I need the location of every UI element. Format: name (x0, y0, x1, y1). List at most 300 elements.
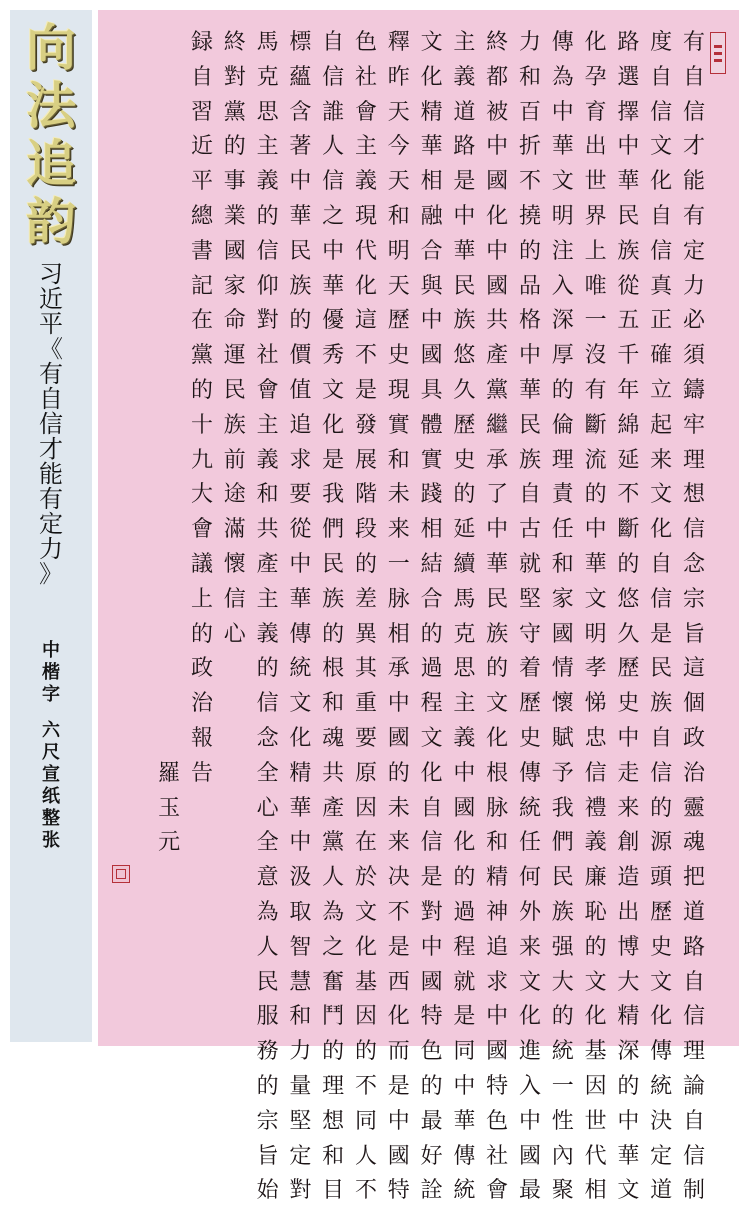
glyph: 中 (584, 517, 607, 543)
glyph: 出 (584, 134, 607, 160)
glyph: 信 (682, 517, 705, 543)
glyph: 自 (650, 551, 673, 577)
glyph: 克 (453, 621, 476, 647)
glyph: 族 (289, 273, 312, 299)
glyph: 習 (190, 99, 213, 125)
glyph: 自 (322, 30, 345, 55)
calligraphy-sheet (98, 10, 739, 1204)
glyph: 文 (354, 899, 377, 925)
glyph: 是 (354, 377, 377, 403)
glyph: 文 (650, 969, 673, 995)
glyph: 主 (256, 134, 279, 160)
glyph: 進 (518, 1039, 541, 1065)
glyph: 任 (551, 517, 574, 543)
glyph: 從 (289, 517, 312, 543)
glyph: 自 (650, 203, 673, 229)
glyph: 黨 (190, 343, 213, 369)
glyph: 西 (387, 969, 410, 995)
glyph: 才 (682, 134, 705, 160)
glyph: 和 (387, 447, 410, 473)
glyph: 中 (486, 238, 509, 264)
glyph: 中 (420, 934, 443, 960)
glyph: 優 (322, 308, 345, 334)
glyph: 了 (486, 482, 509, 508)
glyph: 標 (289, 30, 312, 55)
glyph: 對 (420, 899, 443, 925)
glyph: 基 (354, 969, 377, 995)
glyph: 自 (190, 64, 213, 90)
glyph: 克 (256, 64, 279, 90)
glyph: 魂 (682, 830, 705, 856)
glyph: 黨 (322, 830, 345, 856)
glyph: 國 (387, 725, 410, 751)
glyph: 堅 (518, 586, 541, 612)
glyph: 人 (256, 934, 279, 960)
glyph: 的 (223, 134, 246, 160)
glyph: 造 (617, 865, 640, 891)
glyph: 鑄 (682, 377, 705, 403)
calligraphy-column (548, 26, 578, 1204)
title-char: 自 (39, 385, 63, 413)
glyph: 明 (551, 203, 574, 229)
glyph: 是 (420, 865, 443, 891)
glyph: 人 (322, 865, 345, 891)
glyph: 的 (453, 865, 476, 891)
glyph: 被 (486, 99, 509, 125)
glyph: 務 (256, 1039, 279, 1065)
glyph: 心 (223, 621, 246, 647)
glyph: 信 (650, 760, 673, 786)
glyph: 文 (584, 586, 607, 612)
glyph: 理 (682, 447, 705, 473)
glyph: 中 (453, 760, 476, 786)
glyph: 古 (518, 517, 541, 543)
title-char: 有 (39, 360, 63, 388)
glyph: 玉 (158, 795, 181, 821)
glyph: 融 (420, 203, 443, 229)
glyph: 特 (486, 1073, 509, 1099)
glyph: 自 (682, 64, 705, 90)
glyph: 治 (682, 760, 705, 786)
glyph: 信 (682, 99, 705, 125)
glyph: 誰 (322, 99, 345, 125)
glyph: 釋 (387, 30, 410, 55)
glyph: 有 (584, 377, 607, 403)
glyph: 人 (322, 134, 345, 160)
sidebar-panel (10, 10, 92, 1042)
glyph: 外 (518, 899, 541, 925)
calligraphy-column (417, 26, 447, 1204)
glyph: 中 (551, 99, 574, 125)
glyph: 國 (551, 621, 574, 647)
glyph: 主 (354, 134, 377, 160)
glyph: 化 (518, 1004, 541, 1030)
glyph: 的 (354, 1039, 377, 1065)
glyph: 信 (223, 586, 246, 612)
title-char: 定 (39, 510, 63, 538)
glyph: 靈 (682, 795, 705, 821)
glyph: 會 (190, 517, 213, 543)
glyph: 國 (486, 1039, 509, 1065)
glyph: 國 (518, 1143, 541, 1169)
glyph: 路 (682, 934, 705, 960)
glyph: 厚 (551, 343, 574, 369)
glyph: 深 (617, 1039, 640, 1065)
glyph: 華 (453, 1108, 476, 1134)
glyph: 因 (354, 795, 377, 821)
glyph: 現 (387, 377, 410, 403)
glyph: 華 (420, 134, 443, 160)
glyph: 中 (486, 517, 509, 543)
glyph: 道 (453, 99, 476, 125)
glyph: 產 (486, 343, 509, 369)
leading-seal-stamp (710, 32, 726, 74)
glyph: 精 (420, 99, 443, 125)
glyph: 華 (518, 377, 541, 403)
glyph: 終 (223, 30, 246, 55)
glyph: 承 (486, 447, 509, 473)
glyph: 格 (518, 308, 541, 334)
glyph: 有 (682, 30, 705, 55)
glyph: 階 (354, 482, 377, 508)
glyph: 最 (420, 1108, 443, 1134)
glyph: 史 (617, 691, 640, 717)
glyph: 責 (551, 482, 574, 508)
glyph: 統 (551, 1039, 574, 1065)
glyph: 倫 (551, 412, 574, 438)
brand-char: 法 (26, 76, 76, 135)
glyph: 歷 (518, 691, 541, 717)
glyph: 上 (584, 238, 607, 264)
glyph: 決 (650, 1108, 673, 1134)
glyph: 来 (518, 934, 541, 960)
glyph: 折 (518, 134, 541, 160)
glyph: 立 (650, 377, 673, 403)
glyph: 與 (420, 273, 443, 299)
glyph: 黨 (486, 377, 509, 403)
glyph: 華 (551, 134, 574, 160)
glyph: 强 (551, 934, 574, 960)
glyph: 中 (387, 691, 410, 717)
glyph: 歷 (617, 656, 640, 682)
glyph: 值 (289, 377, 312, 403)
glyph: 中 (617, 725, 640, 751)
glyph: 一 (387, 551, 410, 577)
glyph: 統 (650, 1073, 673, 1099)
glyph: 中 (322, 238, 345, 264)
glyph: 魂 (322, 725, 345, 751)
glyph: 不 (354, 1073, 377, 1099)
glyph: 的 (420, 1073, 443, 1099)
paper-size-char: 张 (42, 830, 60, 851)
paper-size-char: 纸 (42, 786, 60, 807)
glyph: 文 (584, 969, 607, 995)
glyph: 民 (223, 377, 246, 403)
glyph: 天 (387, 273, 410, 299)
glyph: 因 (354, 1004, 377, 1030)
glyph: 對 (289, 1178, 312, 1204)
glyph: 化 (650, 1004, 673, 1030)
glyph: 路 (617, 30, 640, 55)
glyph: 中 (289, 830, 312, 856)
glyph: 化 (354, 273, 377, 299)
glyph: 廉 (584, 865, 607, 891)
glyph: 服 (256, 1004, 279, 1030)
glyph: 共 (322, 760, 345, 786)
glyph: 具 (420, 377, 443, 403)
script-style-char: 楷 (42, 662, 60, 683)
glyph: 堅 (289, 1108, 312, 1134)
glyph: 久 (617, 621, 640, 647)
glyph: 民 (322, 551, 345, 577)
glyph: 義 (256, 169, 279, 195)
glyph: 界 (584, 203, 607, 229)
glyph: 終 (486, 30, 509, 55)
glyph: 家 (551, 586, 574, 612)
glyph: 入 (518, 1073, 541, 1099)
glyph: 神 (486, 899, 509, 925)
spacer (31, 706, 71, 720)
glyph: 九 (190, 447, 213, 473)
glyph: 滿 (223, 517, 246, 543)
paper-size-char: 六 (42, 720, 60, 741)
glyph: 命 (223, 308, 246, 334)
glyph: 華 (617, 169, 640, 195)
glyph: 懷 (551, 691, 574, 717)
glyph: 相 (387, 621, 410, 647)
glyph: 史 (650, 934, 673, 960)
glyph: 自 (420, 795, 443, 821)
glyph: 定 (682, 238, 705, 264)
glyph: 的 (289, 308, 312, 334)
glyph: 華 (322, 273, 345, 299)
glyph: 自 (650, 64, 673, 90)
glyph: 宗 (682, 586, 705, 612)
glyph: 就 (453, 969, 476, 995)
title-char: 近 (39, 285, 63, 313)
title-char: 》 (39, 560, 63, 588)
glyph: 傳 (551, 30, 574, 55)
glyph: 之 (322, 934, 345, 960)
glyph: 同 (354, 1108, 377, 1134)
glyph: 中 (453, 1073, 476, 1099)
glyph: 理 (682, 1039, 705, 1065)
glyph: 合 (420, 586, 443, 612)
glyph: 基 (584, 1039, 607, 1065)
glyph: 信 (650, 99, 673, 125)
glyph: 發 (354, 412, 377, 438)
glyph: 賦 (551, 725, 574, 751)
glyph: 異 (354, 621, 377, 647)
glyph: 録 (190, 30, 213, 55)
glyph: 傳 (453, 1143, 476, 1169)
glyph: 特 (420, 1004, 443, 1030)
glyph: 奮 (322, 969, 345, 995)
glyph: 起 (650, 412, 673, 438)
glyph: 旨 (682, 621, 705, 647)
glyph: 政 (190, 656, 213, 682)
title-char: 《 (39, 335, 63, 363)
glyph: 於 (354, 865, 377, 891)
glyph: 的 (453, 482, 476, 508)
glyph: 和 (322, 691, 345, 717)
glyph: 的 (190, 377, 213, 403)
glyph: 的 (650, 795, 673, 821)
glyph: 忠 (584, 725, 607, 751)
glyph: 民 (617, 203, 640, 229)
glyph: 的 (617, 551, 640, 577)
script-style-char: 中 (42, 640, 60, 661)
glyph: 是 (453, 169, 476, 195)
glyph: 馬 (256, 30, 279, 55)
glyph: 全 (256, 760, 279, 786)
glyph: 未 (387, 482, 410, 508)
glyph: 百 (518, 99, 541, 125)
glyph: 綿 (617, 412, 640, 438)
glyph: 社 (486, 1143, 509, 1169)
glyph: 統 (518, 795, 541, 821)
glyph: 相 (584, 1178, 607, 1204)
glyph: 信 (682, 1143, 705, 1169)
glyph: 就 (518, 551, 541, 577)
glyph: 含 (289, 99, 312, 125)
glyph: 制 (682, 1178, 705, 1204)
glyph: 合 (420, 238, 443, 264)
glyph: 文 (617, 1178, 640, 1204)
glyph: 和 (387, 203, 410, 229)
glyph: 入 (551, 273, 574, 299)
glyph: 汲 (289, 865, 312, 891)
glyph: 族 (453, 308, 476, 334)
glyph: 的 (518, 238, 541, 264)
glyph: 對 (256, 308, 279, 334)
glyph: 信 (650, 238, 673, 264)
glyph: 中 (518, 1108, 541, 1134)
glyph: 義 (354, 169, 377, 195)
glyph: 中 (486, 1004, 509, 1030)
glyph: 而 (387, 1039, 410, 1065)
glyph: 念 (682, 551, 705, 577)
glyph: 我 (551, 795, 574, 821)
glyph: 中 (289, 169, 312, 195)
glyph: 性 (551, 1108, 574, 1134)
glyph: 走 (617, 760, 640, 786)
glyph: 年 (617, 377, 640, 403)
calligraphy-column (581, 26, 611, 1204)
glyph: 國 (223, 238, 246, 264)
glyph: 念 (256, 725, 279, 751)
glyph: 義 (256, 621, 279, 647)
glyph: 義 (584, 830, 607, 856)
glyph: 華 (289, 203, 312, 229)
glyph: 主 (256, 412, 279, 438)
glyph: 情 (551, 656, 574, 682)
glyph: 精 (289, 760, 312, 786)
glyph: 為 (256, 899, 279, 925)
glyph: 須 (682, 343, 705, 369)
glyph: 在 (190, 308, 213, 334)
glyph: 國 (453, 795, 476, 821)
glyph: 理 (551, 447, 574, 473)
paper-size-char: 尺 (42, 742, 60, 763)
glyph: 傳 (289, 621, 312, 647)
glyph: 們 (551, 830, 574, 856)
glyph: 民 (289, 238, 312, 264)
glyph: 主 (256, 586, 279, 612)
glyph: 化 (584, 30, 607, 55)
glyph: 信 (650, 586, 673, 612)
title-char: 平 (39, 310, 63, 338)
glyph: 化 (322, 412, 345, 438)
glyph: 度 (650, 30, 673, 55)
glyph: 最 (518, 1178, 541, 1204)
glyph: 治 (190, 691, 213, 717)
glyph: 著 (289, 134, 312, 160)
glyph: 共 (486, 308, 509, 334)
glyph: 業 (223, 203, 246, 229)
glyph: 產 (256, 551, 279, 577)
glyph: 天 (387, 169, 410, 195)
brand-char: 向 (26, 18, 76, 77)
glyph: 今 (387, 134, 410, 160)
glyph: 牢 (682, 412, 705, 438)
glyph: 代 (584, 1143, 607, 1169)
glyph: 社 (256, 343, 279, 369)
glyph: 要 (354, 725, 377, 751)
glyph: 內 (551, 1143, 574, 1169)
glyph: 想 (682, 482, 705, 508)
glyph: 都 (486, 64, 509, 90)
glyph: 從 (617, 273, 640, 299)
glyph: 悠 (453, 343, 476, 369)
glyph: 道 (650, 1178, 673, 1204)
glyph: 十 (190, 412, 213, 438)
glyph: 相 (420, 169, 443, 195)
glyph: 確 (650, 343, 673, 369)
glyph: 取 (289, 899, 312, 925)
title-char: 有 (39, 485, 63, 513)
glyph: 追 (486, 934, 509, 960)
brand-logo (15, 16, 87, 251)
calligraphy-column (253, 26, 283, 1204)
glyph: 踐 (420, 482, 443, 508)
glyph: 信 (256, 238, 279, 264)
calligraphy-column (318, 26, 348, 1204)
calligraphy-column (482, 26, 512, 1204)
glyph: 近 (190, 134, 213, 160)
glyph: 不 (354, 343, 377, 369)
glyph: 任 (518, 830, 541, 856)
glyph: 創 (617, 830, 640, 856)
glyph: 宗 (256, 1108, 279, 1134)
glyph: 民 (518, 412, 541, 438)
glyph: 族 (486, 621, 509, 647)
glyph: 脉 (387, 586, 410, 612)
glyph: 華 (453, 238, 476, 264)
calligraphy-column (285, 26, 315, 1204)
glyph: 斷 (584, 412, 607, 438)
glyph: 民 (256, 969, 279, 995)
glyph: 的 (551, 377, 574, 403)
glyph: 不 (387, 899, 410, 925)
glyph: 文 (420, 30, 443, 55)
glyph: 國 (486, 169, 509, 195)
glyph: 是 (387, 934, 410, 960)
glyph: 承 (387, 656, 410, 682)
glyph: 相 (420, 517, 443, 543)
glyph: 歷 (650, 899, 673, 925)
glyph: 國 (486, 273, 509, 299)
